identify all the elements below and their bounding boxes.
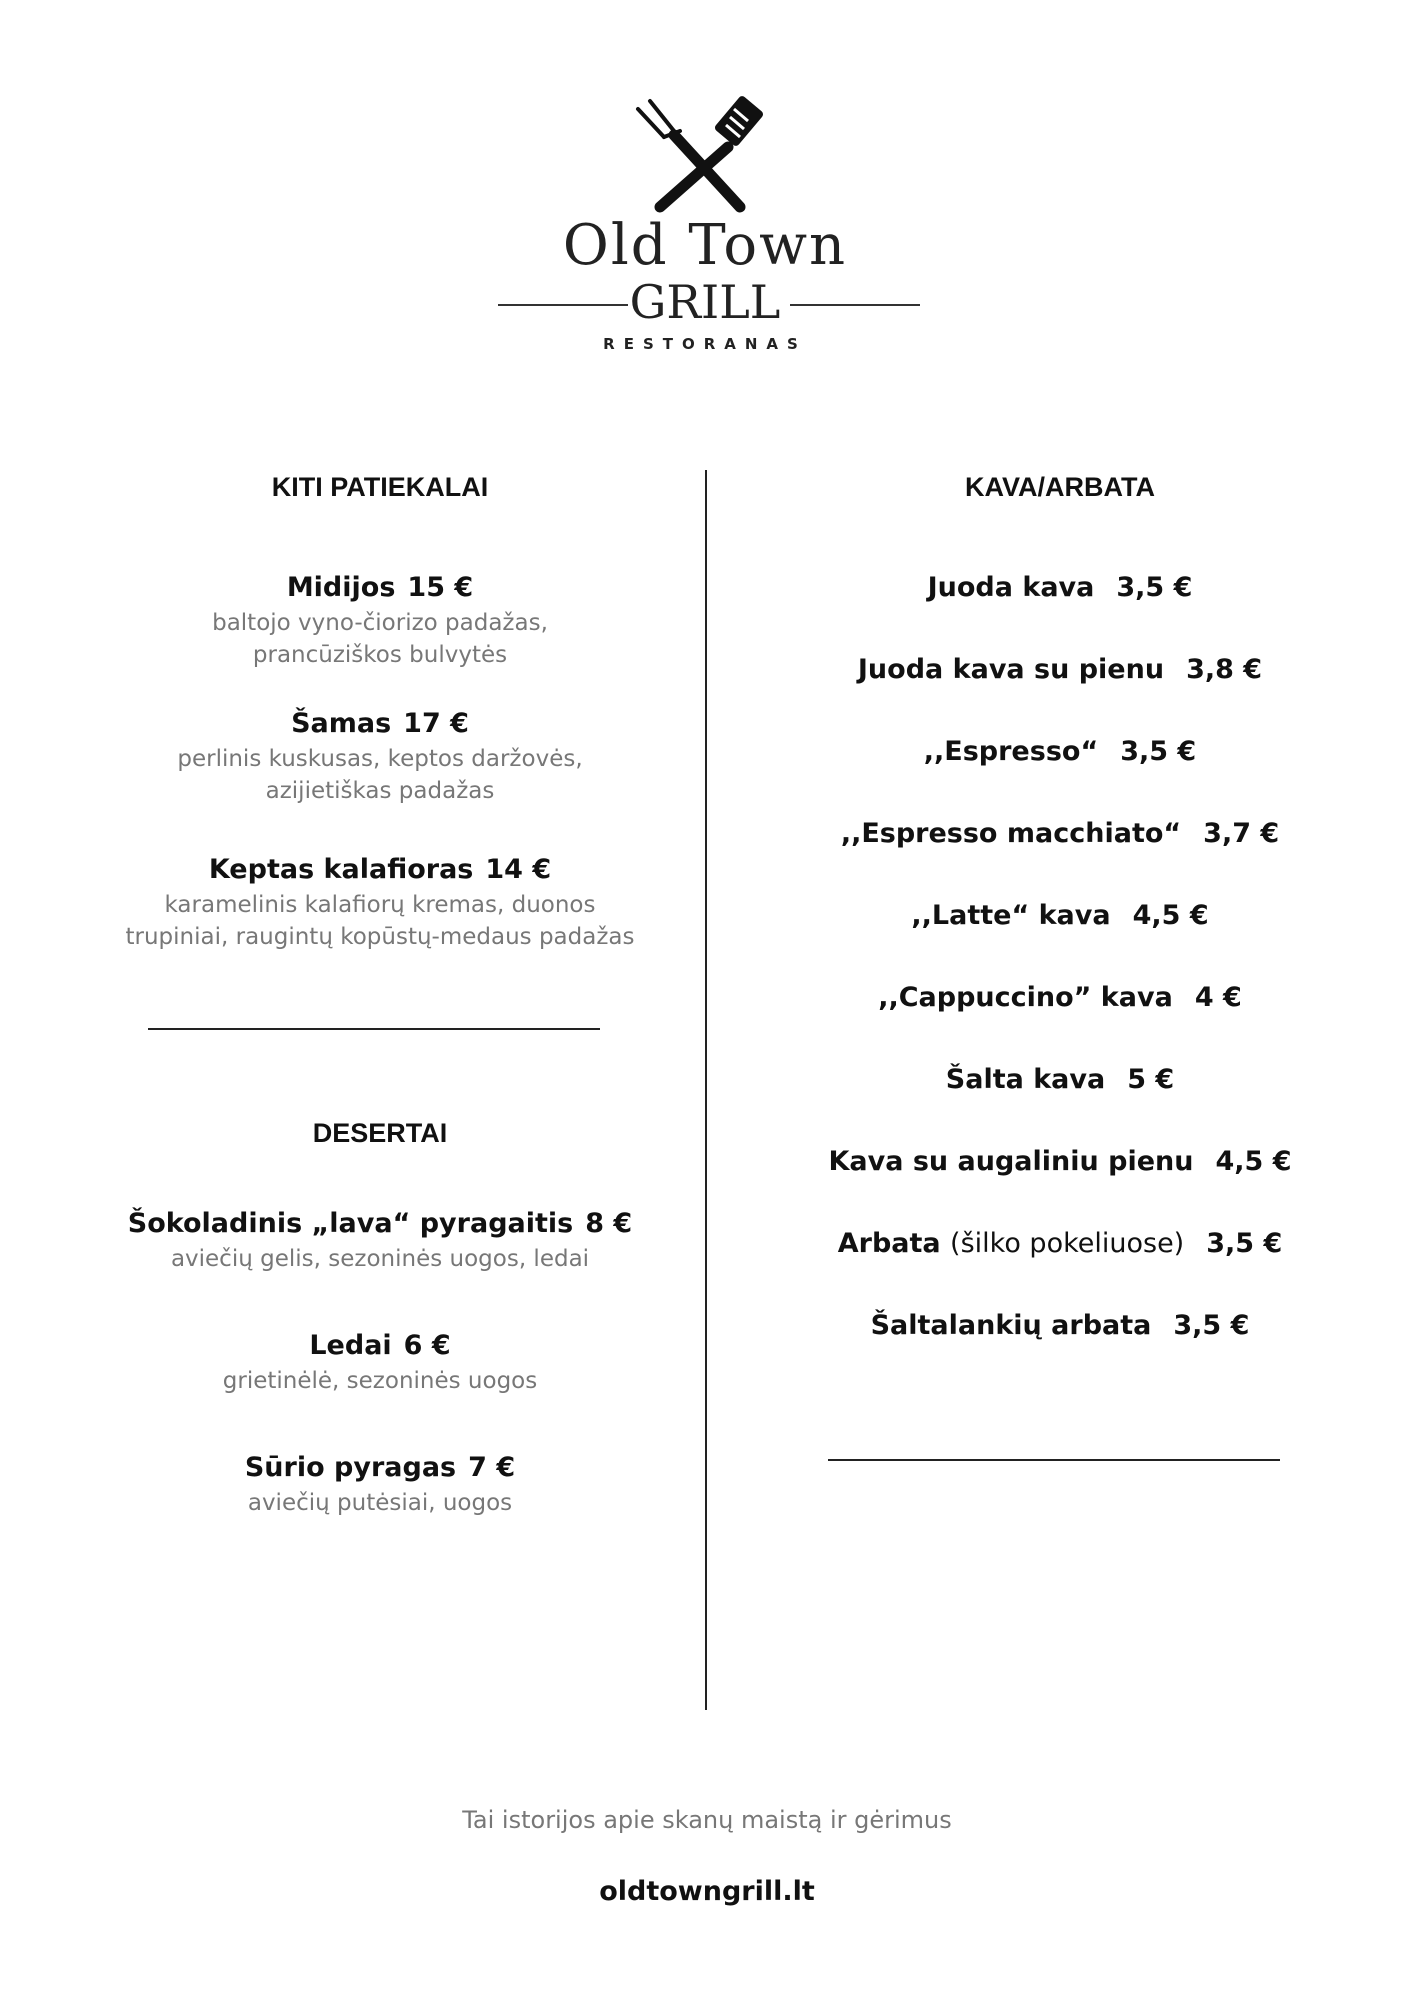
drink-note: (šilko pokeliuose) [950, 1228, 1185, 1259]
column-divider [705, 470, 707, 1710]
menu-item-price: 15 € [407, 572, 474, 603]
drink-price: 3,5 € [1120, 736, 1197, 767]
section-divider-right [828, 1459, 1280, 1461]
menu-item-desc: aviečių gelis, sezoninės uogos, ledai [170, 1246, 590, 1272]
menu-item-desc: grietinėlė, sezoninės uogos [222, 1368, 538, 1394]
menu-item-name: Šamas 17 € [291, 708, 469, 739]
menu-item-desc: karamelinis kalafiorų kremas, duonos trupiniai, raugintų kopūstų-medaus padažas [125, 892, 635, 950]
menu-item [120, 854, 640, 953]
logo-tagline: RESTORANAS [603, 335, 807, 353]
logo-subtitle: GRILL [629, 275, 781, 329]
drink-price: 3,7 € [1203, 818, 1280, 849]
menu-item [120, 1330, 640, 1397]
menu-item-name: Sūrio pyragas 7 € [244, 1452, 516, 1483]
drink-price: 4,5 € [1132, 900, 1209, 931]
drink-price: 3,8 € [1186, 654, 1263, 685]
drink-item: ,,Cappuccino” kava 4 € [878, 982, 1242, 1013]
menu-item-desc: baltojo vyno-čiorizo padažas, prancūziškos bulvytės [212, 610, 548, 668]
menu-item-price: 7 € [468, 1452, 516, 1483]
drink-price: 3,5 € [1116, 572, 1193, 603]
drink-item: ,,Espresso macchiato“ 3,7 € [840, 818, 1280, 849]
right-column [800, 0, 1320, 2000]
menu-item-price: 17 € [403, 708, 469, 739]
drink-item: ,,Latte“ kava 4,5 € [911, 900, 1209, 931]
fork-and-spatula-icon [630, 95, 770, 215]
drink-item: ,,Espresso“ 3,5 € [923, 736, 1197, 767]
menu-item [120, 708, 640, 807]
logo-title: Old Town [562, 213, 848, 278]
menu-item [120, 1208, 640, 1275]
footer-tagline: Tai istorijos apie skanų maistą ir gėrimus [462, 1806, 952, 1834]
drink-item: Kava su augaliniu pienu 4,5 € [828, 1146, 1292, 1177]
section-divider-left [148, 1028, 600, 1030]
drink-item: Juoda kava su pienu 3,8 € [857, 654, 1263, 685]
drink-price: 3,5 € [1173, 1310, 1250, 1341]
menu-item-price: 8 € [585, 1208, 633, 1239]
section-title-kiti-patiekalai: KITI PATIEKALAI [271, 472, 489, 502]
drink-item: Juoda kava 3,5 € [927, 572, 1193, 603]
drink-item: Arbata (šilko pokeliuose) 3,5 € [837, 1228, 1283, 1259]
menu-item [120, 1452, 640, 1519]
website-link[interactable]: oldtowngrill.lt [599, 1876, 815, 1907]
drink-price: 3,5 € [1206, 1228, 1283, 1259]
drink-item: Šalta kava 5 € [945, 1064, 1175, 1095]
section-title-kava-arbata: KAVA/ARBATA [965, 472, 1155, 502]
menu-item-price: 14 € [485, 854, 552, 885]
menu-item-name: Midijos 15 € [286, 572, 474, 603]
drink-price: 5 € [1127, 1064, 1175, 1095]
menu-item-price: 6 € [403, 1330, 451, 1361]
section-title-desertai: DESERTAI [312, 1118, 448, 1148]
left-column [120, 0, 640, 2000]
menu-item-name: Keptas kalafioras 14 € [208, 854, 552, 885]
drink-item: Šaltalankių arbata 3,5 € [870, 1310, 1250, 1341]
menu-item-desc: aviečių putėsiai, uogos [247, 1490, 513, 1516]
menu-item-desc: perlinis kuskusas, keptos daržovės, azijietiškas padažas [177, 746, 583, 804]
menu-item-name: Šokoladinis „lava“ pyragaitis 8 € [127, 1208, 633, 1239]
drink-price: 4,5 € [1215, 1146, 1292, 1177]
drink-price: 4 € [1194, 982, 1242, 1013]
menu-item [120, 572, 640, 671]
menu-item-name: Ledai 6 € [309, 1330, 451, 1361]
